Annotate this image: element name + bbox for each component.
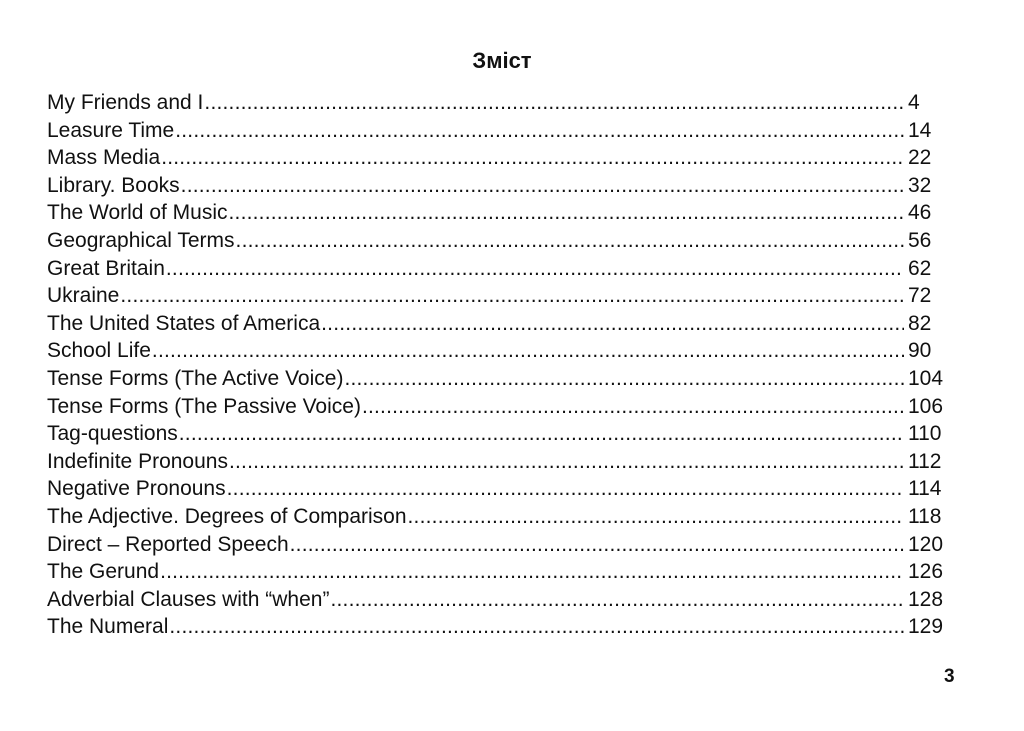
- toc-entry-title: School Life: [47, 339, 151, 363]
- toc-entry-title: Tag-questions: [47, 422, 178, 446]
- toc-entry-title: Adverbial Clauses with “when”: [47, 587, 330, 611]
- toc-entry-page: 32: [908, 173, 932, 197]
- dot-leader: [179, 420, 904, 448]
- toc-entry-page: 22: [908, 146, 932, 170]
- toc-entry: [47, 337, 952, 365]
- toc-entry-page: 14: [908, 118, 932, 142]
- toc-entry-page: 104: [908, 366, 944, 390]
- toc-entry-page: 114: [908, 477, 942, 501]
- toc-entry-page: 118: [908, 504, 942, 528]
- toc-entry-title: Mass Media: [47, 146, 161, 170]
- page-title: Зміст: [472, 48, 532, 73]
- toc-entry-title: Leasure Time: [47, 118, 175, 142]
- toc-entry: [47, 531, 952, 559]
- toc-entry: [47, 613, 952, 641]
- dot-leader: [408, 503, 904, 531]
- toc-entry: [47, 420, 952, 448]
- toc-entry: [47, 558, 952, 586]
- toc-entry: [47, 282, 952, 310]
- toc-entry: [47, 255, 952, 283]
- toc-entry-title: Geographical Terms: [47, 228, 235, 252]
- toc-entry: [47, 89, 952, 117]
- toc-entry-page: 126: [908, 560, 944, 584]
- toc-entry: [47, 365, 952, 393]
- toc-entry-page: 90: [908, 339, 932, 363]
- toc-entry-page: 72: [908, 284, 932, 308]
- dot-leader: [229, 199, 905, 227]
- toc-entry-page: 129: [908, 615, 944, 639]
- toc-entry: [47, 117, 952, 145]
- toc-entry: [47, 199, 952, 227]
- toc-entry: [47, 310, 952, 338]
- dot-leader: [330, 586, 904, 614]
- toc-entry-title: Tense Forms (The Active Voice): [47, 366, 344, 390]
- dot-leader: [152, 337, 904, 365]
- dot-leader: [166, 255, 904, 283]
- toc-entry-title: The Gerund: [47, 560, 160, 584]
- toc-entry: [47, 448, 952, 476]
- toc-entry-page: 120: [908, 532, 944, 556]
- toc-entry-page: 112: [908, 449, 942, 473]
- dot-leader: [175, 117, 904, 145]
- toc-entry: [47, 586, 952, 614]
- toc-entry: [47, 475, 952, 503]
- toc-entry-page: 82: [908, 311, 932, 335]
- dot-leader: [362, 393, 904, 421]
- toc-entry-title: Library. Books: [47, 173, 180, 197]
- toc-entry-title: Tense Forms (The Passive Voice): [47, 394, 361, 418]
- toc-entry: [47, 227, 952, 255]
- dot-leader: [321, 310, 904, 338]
- dot-leader: [181, 172, 904, 200]
- toc-entry-title: Indefinite Pronouns: [47, 449, 228, 473]
- toc-entry: [47, 393, 952, 421]
- dot-leader: [161, 144, 904, 172]
- toc-entry-title: The Adjective. Degrees of Comparison: [47, 504, 407, 528]
- dot-leader: [120, 282, 904, 310]
- dot-leader: [227, 475, 904, 503]
- dot-leader: [229, 448, 904, 476]
- toc-entry-page: 4: [908, 91, 920, 114]
- toc-entry-page: 128: [908, 587, 944, 611]
- toc-entry-page: 106: [908, 394, 944, 418]
- toc-entry: [47, 172, 952, 200]
- dot-leader: [204, 89, 904, 117]
- toc-entry-title: Ukraine: [47, 284, 120, 308]
- toc-entry-title: My Friends and I: [47, 91, 204, 114]
- page-number: 3: [944, 666, 955, 687]
- toc-entry-page: 56: [908, 228, 932, 252]
- dot-leader: [290, 531, 904, 559]
- table-of-contents: [47, 89, 952, 641]
- toc-entry: [47, 503, 952, 531]
- toc-entry-title: The Numeral: [47, 615, 169, 639]
- dot-leader: [344, 365, 904, 393]
- toc-entry-page: 110: [908, 422, 942, 446]
- toc-entry: [47, 144, 952, 172]
- toc-entry-title: Direct – Reported Speech: [47, 532, 289, 556]
- toc-entry-title: Negative Pronouns: [47, 477, 226, 501]
- toc-entry-page: 46: [908, 201, 932, 225]
- toc-entry-page: 62: [908, 256, 932, 280]
- dot-leader: [169, 613, 904, 641]
- dot-leader: [236, 227, 904, 255]
- dot-leader: [160, 558, 904, 586]
- toc-entry-title: The World of Music: [47, 201, 228, 225]
- toc-entry-title: Great Britain: [47, 256, 165, 280]
- toc-entry-title: The United States of America: [47, 311, 321, 335]
